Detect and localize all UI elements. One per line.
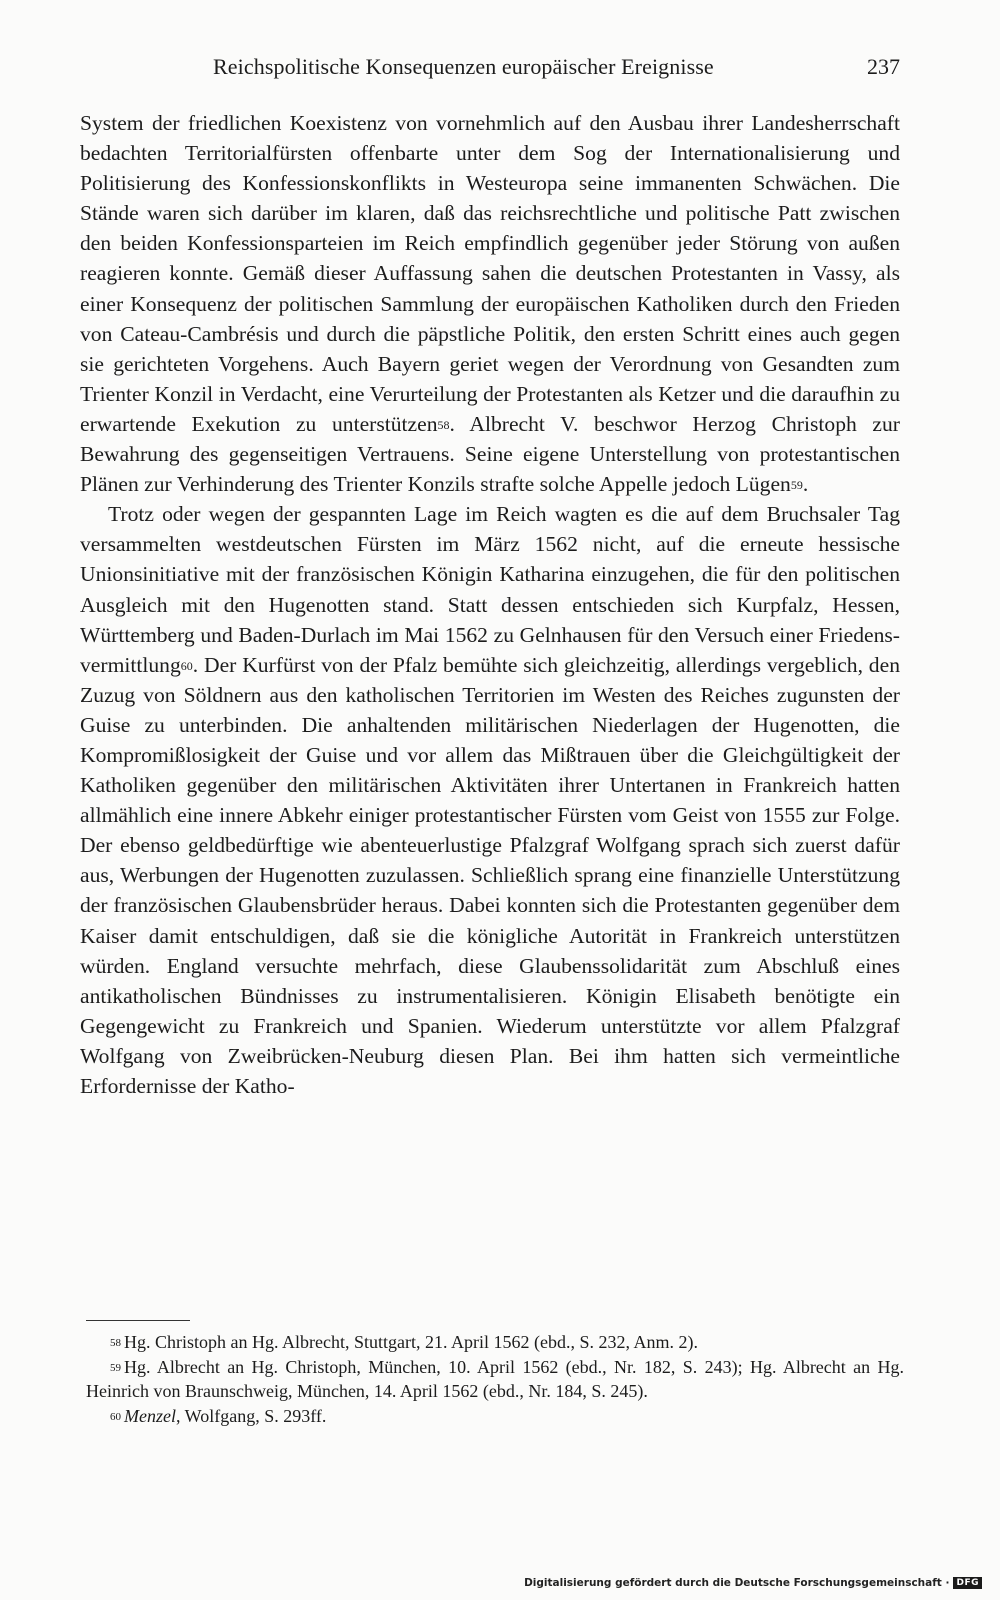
footnote-59 (86, 1355, 904, 1404)
digitization-notice (524, 1574, 982, 1592)
footnote-60 (86, 1404, 904, 1429)
paragraph-1 (80, 108, 900, 499)
paragraph-2-text-b: . Der Kurfürst von der Pfalz bemühte sich gleichzeitig, allerdings vergeblich, den Zuzug von Söldnern aus den katholischen Territorien im Westen des Reiches zugunsten der Guise zu unterbinden. Die anhaltenden militärischen Niederlagen der Hugenotten, die Kompromißlosigkeit der Guise und vor allem das Mißtrauen über die Gleichgültigkeit der Katholiken gegenüber den militärischen Aktivitäten ihrer Untertanen in Frankreich hatten allmählich eine innere Abkehr einiger protestantischer Fürsten vom Geist von 1555 zur Folge. Der ebenso geldbedürftige wie abenteuerlustige Pfalzgraf Wolfgang sprach sich zuerst dafür aus, Werbungen der Hugenotten zuzulassen. Schließlich sprang eine finanzielle Unterstützung der französischen Glaubensbrüder heraus. Dabei konnten sich die Protestanten gegenüber dem Kaiser damit entschuldigen, daß sie die königliche Autorität in Frankreich unterstützen würden. England versuchte mehrfach, diese Glaubenssolidarität zum Abschluß eines antikatholischen Bündnisses zu instrumentalisieren. Königin Elisabeth benötigte ein Gegengewicht zu Frankreich und Spanien. Wiederum unterstützte vor allem Pfalzgraf Wolfgang von Zweibrücken-Neuburg diesen Plan. Bei ihm hatten sich vermeintliche Erfordernisse der Katho- (80, 652, 900, 1098)
footnote-text: Hg. Albrecht an Hg. Christoph, München, 10. April 1562 (ebd., Nr. 182, S. 243); Hg. Albrecht an Hg. Heinrich von Braunschweig, München, 14. April 1562 (ebd., Nr. 184, S. 245). (86, 1356, 904, 1401)
footnote-mark: 58 (110, 1337, 121, 1349)
page-number: 237 (867, 54, 900, 79)
page-header (80, 48, 900, 82)
footnote-mark: 59 (110, 1361, 121, 1374)
main-text (80, 108, 900, 1101)
footnote-text: , Wolfgang, S. 293ff. (175, 1405, 327, 1426)
paragraph-1-text-a: System der friedlichen Koexistenz von vornehmlich auf den Ausbau ihrer Landesherrschaft bedachten Territorialfürsten offenbarte unter dem Sog der Internationalisierung und Politisierung des Konfessionskonflikts in Westeuropa seine immanenten Schwächen. Die Stände waren sich darüber im klaren, daß das reichsrechtliche und politische Patt zwischen den beiden Konfessionsparteien im Reich empfindlich gegenüber jeder Störung von außen reagieren konnte. Gemäß dieser Auffassung sahen die deutschen Protestanten in Vassy, als einer Konsequenz der politischen Sammlung der europäischen Katholiken durch den Frieden von Cateau-Cambrésis und durch die päpstliche Politik, den ersten Schritt eines auch gegen sie gerichteten Vorgehens. Auch Bayern geriet wegen der Verordnung von Gesandten zum Trienter Konzil in Verdacht, eine Verurteilung der Protestanten als Ketzer und die daraufhin zu erwartende Exekution zu unterstützen (80, 111, 900, 436)
footnote-58 (86, 1330, 904, 1355)
footnote-text: Hg. Christoph an Hg. Albrecht, Stuttgart, 21. April 1562 (ebd., S. 232, Anm. 2). (124, 1332, 698, 1352)
footnote-ref-59[interactable]: 59 (790, 478, 803, 493)
running-title: Reichspolitische Konsequenzen europäischer Ereignisse (213, 54, 714, 79)
footnote-mark: 60 (110, 1410, 121, 1423)
footnote-ref-60[interactable]: 60 (180, 658, 193, 673)
digitization-text: Digitalisierung gefördert durch die Deutsche Forschungsgemeinschaft · (524, 1577, 950, 1589)
paragraph-2-text-a: Trotz oder wegen der gespannten Lage im Reich wagten es die auf dem Bruchsaler Tag versammelten westdeutschen Fürsten im März 1562 nicht, auf die erneute hessische Unionsinitiative mit der französischen Königin Katharina einzugehen, die für den politischen Ausgleich mit den Hugenotten stand. Statt dessen entschieden sich Kurpfalz, Hessen, Württemberg und Baden-Durlach im Mai 1562 zu Gelnhausen für den Versuch einer Friedensvermittlung (80, 502, 900, 677)
dfg-logo-icon: DFG (953, 1577, 982, 1589)
paragraph-1-text-c: . (802, 472, 809, 497)
footnote-author: Menzel (124, 1405, 176, 1426)
paragraph-1-text-b: . Albrecht V. beschwor Herzog Christoph zur Bewahrung des gegenseitigen Vertrauens. Seine eigene Unterstellung von protestantischen Plänen zur Verhinderung des Trienter Konzils strafte solche Appelle jedoch Lügen (80, 411, 900, 497)
footnote-ref-58[interactable]: 58 (437, 417, 450, 432)
footnotes (86, 1330, 904, 1428)
footnote-divider (86, 1320, 190, 1321)
paragraph-2 (80, 499, 900, 1101)
